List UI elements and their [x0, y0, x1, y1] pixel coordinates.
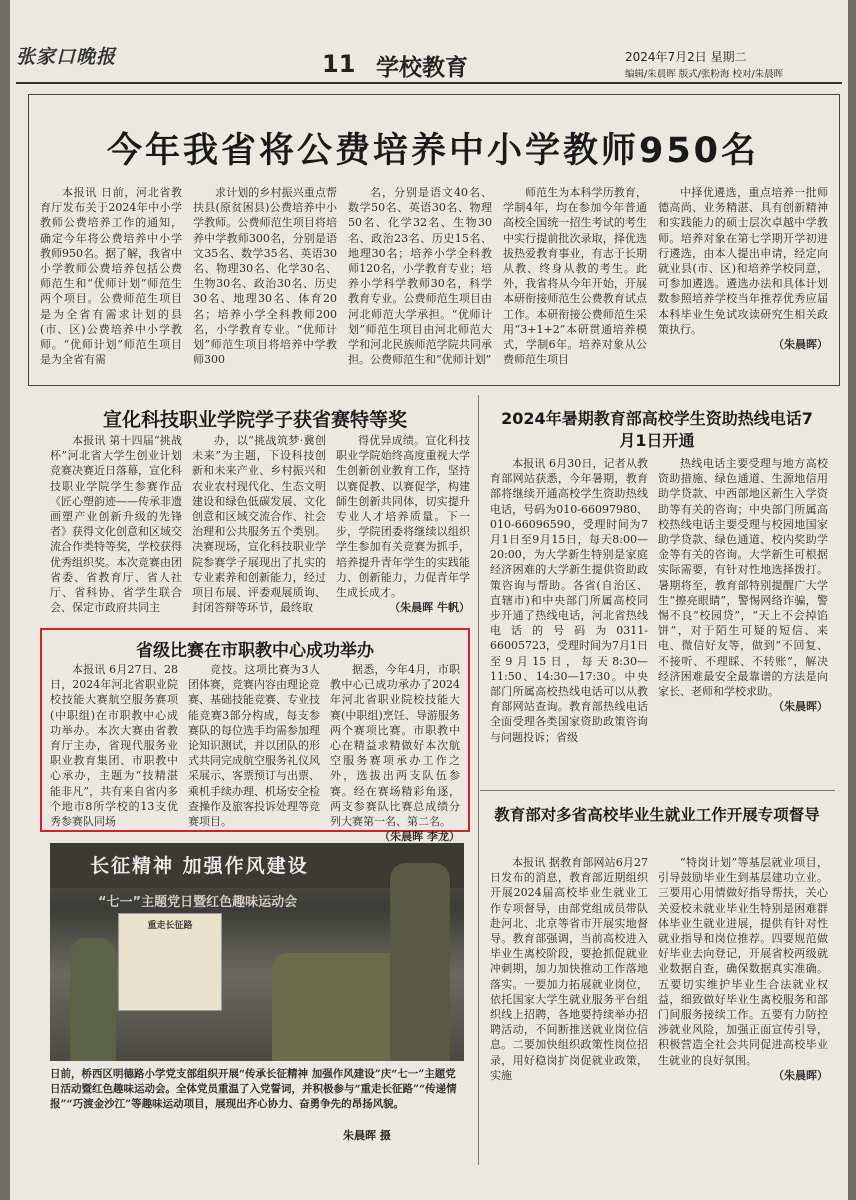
column-divider — [478, 395, 479, 1165]
masthead-logo: 张家口晚报 — [16, 46, 117, 68]
headline-competition: 省级比赛在市职教中心成功举办 — [136, 641, 374, 661]
header-rule — [16, 82, 842, 84]
headline-teachers: 今年我省将公费培养中小学教师950名 — [106, 131, 760, 171]
article1-col5: 中择优遴选，重点培养一批师德高尚、业务精湛、具有创新精神和实践能力的硕士层次卓越中学教师。培养对象在第七学期开学初进行遴选，由本人提出申请，经定向就业县(市、区)和培养学校同意，可参加遴选。遴选办法和具体计划数参照培养学校当年推荐优秀应届本科毕业生免试攻读研究生相关政策执行。 （朱晨晖） — [658, 186, 828, 352]
board-title: 重走长征路 — [147, 921, 193, 931]
issue-date: 2024年7月2日 星期二 — [625, 50, 747, 64]
article1-col1: 本报讯 日前，河北省教育厅发布关于2024年中小学教师公费培养工作的通知，确定今年将公费培养中小学教师950名。据了解，我省中小学教师公费培养包括公费师范生和“优师计划”师范生两个项目。公费师范生项目是为全省有需求计划的县(市、区)公费培养中小学教师。“优师计划”师范生项目是为全省有需 — [40, 186, 182, 367]
headline-xuanhua: 宣化科技职业学院学子获省赛特等奖 — [102, 409, 407, 431]
editor-credits: 编辑/朱晨晖 版式/张粉海 校对/朱晨晖 — [625, 69, 784, 80]
photo-banner-subtitle: “七一”主题党日暨红色趣味运动会 — [98, 895, 298, 910]
article3-col3: 据悉，今年4月，市职教中心已成功承办了2024年河北省职业院校技能大赛(中职组)烹饪、导游服务两个赛项比赛。市职教中心在精益求精做好本次航空服务赛项承办工作之外，选拔出两支队伍参赛。经在赛场精彩角逐，两支参赛队比赛总成绩分列大赛第一名、第二名。 （朱晨晖 李龙） — [330, 663, 460, 844]
article1-col3: 名，分别是语文40名、数学50名、英语30名、物理50名、化学32名、生物30名、政治23名、历史15名、地理30名；培养小学全科教师120名，小学教育专业；培养小学科学教师30名，科学教育专业。公费师范生项目由河北师范大学承担。“优师计划”师范生项目由河北师范大学和河北民族师范学院共同承担。公费师范生和“优师计划” — [348, 186, 492, 367]
page-number: 11 — [322, 50, 356, 78]
article2-col3: 得优异成绩。宣化科技职业学院始终高度重视大学生创新创业教育工作，坚持以赛促教、以赛促学，构建師生创新共同体，切实提升专业人才培养质量。下一步，学院团委将继续以组织学生参加有关竞赛为抓手，培养提升青年学生的实践能力、创新能力，力促青年学生成长成才。 （朱晨晖 牛帆） — [336, 434, 470, 615]
photo-caption: 日前，桥西区明德路小学党支部组织开展“传承长征精神 加强作风建设”庆“七一”主题党日活动暨红色趣味运动会。全体党员重温了入党誓词，并积极参与“重走长征路”“传递情报”“巧渡金沙江”等趣味运动项目，展现出齐心协力、奋勇争先的昂扬风貌。 — [50, 1068, 457, 1110]
photo-figure-front — [390, 863, 450, 1061]
article2-col1: 本报讯 第十四届“挑战杯”河北省大学生创业计划竞赛决赛近日落幕，宣化科技职业学院学生参赛作品《匠心塑韵迹——传承非遗画塑产业创新升级的先锋者》获得文化创意和区域交流合作类特等奖，学校获得优秀组织奖。本次竞赛由团省委、省教育厅、省人社厅、省科协、省学生联合会、保定市政府共同主 — [50, 434, 182, 615]
article3-col1: 本报讯 6月27日、28日，2024年河北省职业院校技能大赛航空服务赛项(中职组)在市职教中心成功举办。本次大赛由省教育厅主办，省现代服务业职业教育集团、市职教中心承办，主题为“技精湛 能非凡”，共有来自省内多个地市8所学校的13支优秀参赛队同场 — [50, 663, 178, 829]
article4-byline: （朱晨晖） — [773, 700, 828, 714]
article5-col2: “特岗计划”等基层就业项目，引导鼓励毕业生到基层建功立业。三要用心用情做好指导帮扶，关心关爱校未就业毕业生特别是困难群体毕业生就业进展，提供有针对性就业指导和岗位推荐。四要规范做好毕业去向登记，开展省校两级就业数据自查，确保数据真实准确。五要切实维护毕业生合法就业权益，细致做好毕业生离校服务和部门间服务接续工作。五要有力防控涉就业风险，加强正面宣传引导，积极营造全社会共同促进高校毕业生就业的良好氛围。 （朱晨晖） — [658, 856, 828, 1082]
section-title: 学校教育 — [376, 54, 468, 81]
photo-figure-speaker — [70, 938, 116, 1061]
event-photo — [50, 843, 464, 1061]
section-divider-right — [480, 790, 835, 791]
article2-byline: （朱晨晖 牛帆） — [389, 601, 470, 615]
newspaper-page — [10, 0, 848, 1200]
photo-credit: 朱晨晖 摄 — [343, 1129, 391, 1142]
article1-col2: 求计划的乡村振兴重点帮扶县(原贫困县)公费培养中小学教师。公费师范生项目将培养中学教师300名，分别是语文35名、数学35名、英语30名、物理30名、化学30名、生物30名、政治30名、历史30名、地理30名、体育20名；培养小学全科教师200名，小学教育专业。“优师计划”师范生项目将培养中学教师300 — [193, 186, 337, 367]
article3-byline: （朱晨晖 李龙） — [379, 830, 460, 844]
article1-byline: （朱晨晖） — [773, 338, 828, 352]
article4-col1: 本报讯 6月30日，记者从教育部网站获悉，今年暑期，教育部将继续开通高校学生资助热线电话，号码为010-66097980、010-66096590，受理时间为7月1日至9月15日，每天8:00—20:00，为大学新生特别是家庭经济困难的大学新生提供资助政策咨询与帮助。各省(自治区、直辖市)和中央部门所属高校同步开通了热线电话，河北省热线电话的号码为0311-66005723，受理时间为7月1日至9月15日，每天8:30—11:50、14:30—17:30。中央部门所属高校热线电话可以从教育部网站查询。教育部热线电话全面受理各类国家资助政策咨询与问题投诉；省级 — [490, 457, 648, 744]
article1-col4: 师范生为本科学历教育，学制4年，均在参加今年普通高校全国统一招生考试的考生中实行提前批次录取，择优选拔热爱教育事业，有志于长期从教、终身从教的考生。此外，我省将从今年开始，开展本研衔接师范生公费教育试点工作。本研衔接公费师范生采用“3+1+2”本研贯通培养模式，学制6年。培养对象从公费师范生项目 — [503, 186, 647, 367]
photo-banner: 长征精神 加强作风建设 — [50, 843, 464, 888]
photo-display-board — [118, 913, 222, 1011]
headline-employment: 教育部对多省高校毕业生就业工作开展专项督导 — [494, 806, 820, 824]
article3-col2: 竞技。这项比赛为3人团体赛，竞赛内容由理论竞赛、基础技能竞赛、专业技能竞赛3部分构成，每支参赛队的每位选手均需参加理论知识测试，并以团队的形式共同完成航空服务礼仪风采展示、客票预订与出票、乘机手续办理、机场安全检查操作及旅客投诉处理等竞赛项目。 — [188, 663, 320, 829]
headline-hotline: 2024年暑期教育部高校学生资助热线电话7月1日开通 — [501, 409, 813, 450]
article5-byline: （朱晨晖） — [773, 1068, 828, 1082]
article5-col1: 本报讯 据教育部网站6月27日发布的消息，教育部近期组织开展2024届高校毕业生就业工作专项督导，由部党组成员带队赴河北、北京等省市开展实地督导。教育部强调，当前高校进入毕业生离校阶段，要抢抓促就业冲刺期，加力加快推动工作落地落实。一要加力拓展就业岗位，依托国家大学生就业服务平台组织线上招聘，各地要持续举办招聘活动，不间断推送就业岗位信息。二要加快组织政策性岗位招录，用好稳岗扩岗促就业政策，实施 — [490, 856, 648, 1082]
article2-col2: 办，以“挑战筑梦·冀创未来”为主题，下设科技创新和未来产业、乡村振兴和农业农村现代化、生态文明建设和绿色低碳发展、文化创意和区域交流合作、社会治理和公共服务五个类别。决赛现场，宣化科技职业学院参赛学子展现出了扎实的专业素养和创新能力，经过项目布展、评委观展质询、封闭答辩等环节，最终取 — [192, 434, 326, 615]
article4-col2: 热线电话主要受理与地方高校资助措施、绿色通道、生源地信用助学贷款、中西部地区新生入学资助等有关的咨询；中央部门所属高校热线电话主要受理与校园地国家助学贷款、绿色通道、校内奖助学金等有关的咨询。大学新生可根据实际需要，有针对性地选择拨打。暑期将至，教育部特别提醒广大学生“擦亮眼睛”，警惕网络诈骗，警惕不良“校园贷”，“天上不会掉馅饼”，对于陌生可疑的短信、来电、微信好友等，做到“不回复、不接听、不理睬、不转账”，解决经济困难最安全最靠谱的方法是向家长、老师和学校求助。 （朱晨晖） — [658, 457, 828, 714]
